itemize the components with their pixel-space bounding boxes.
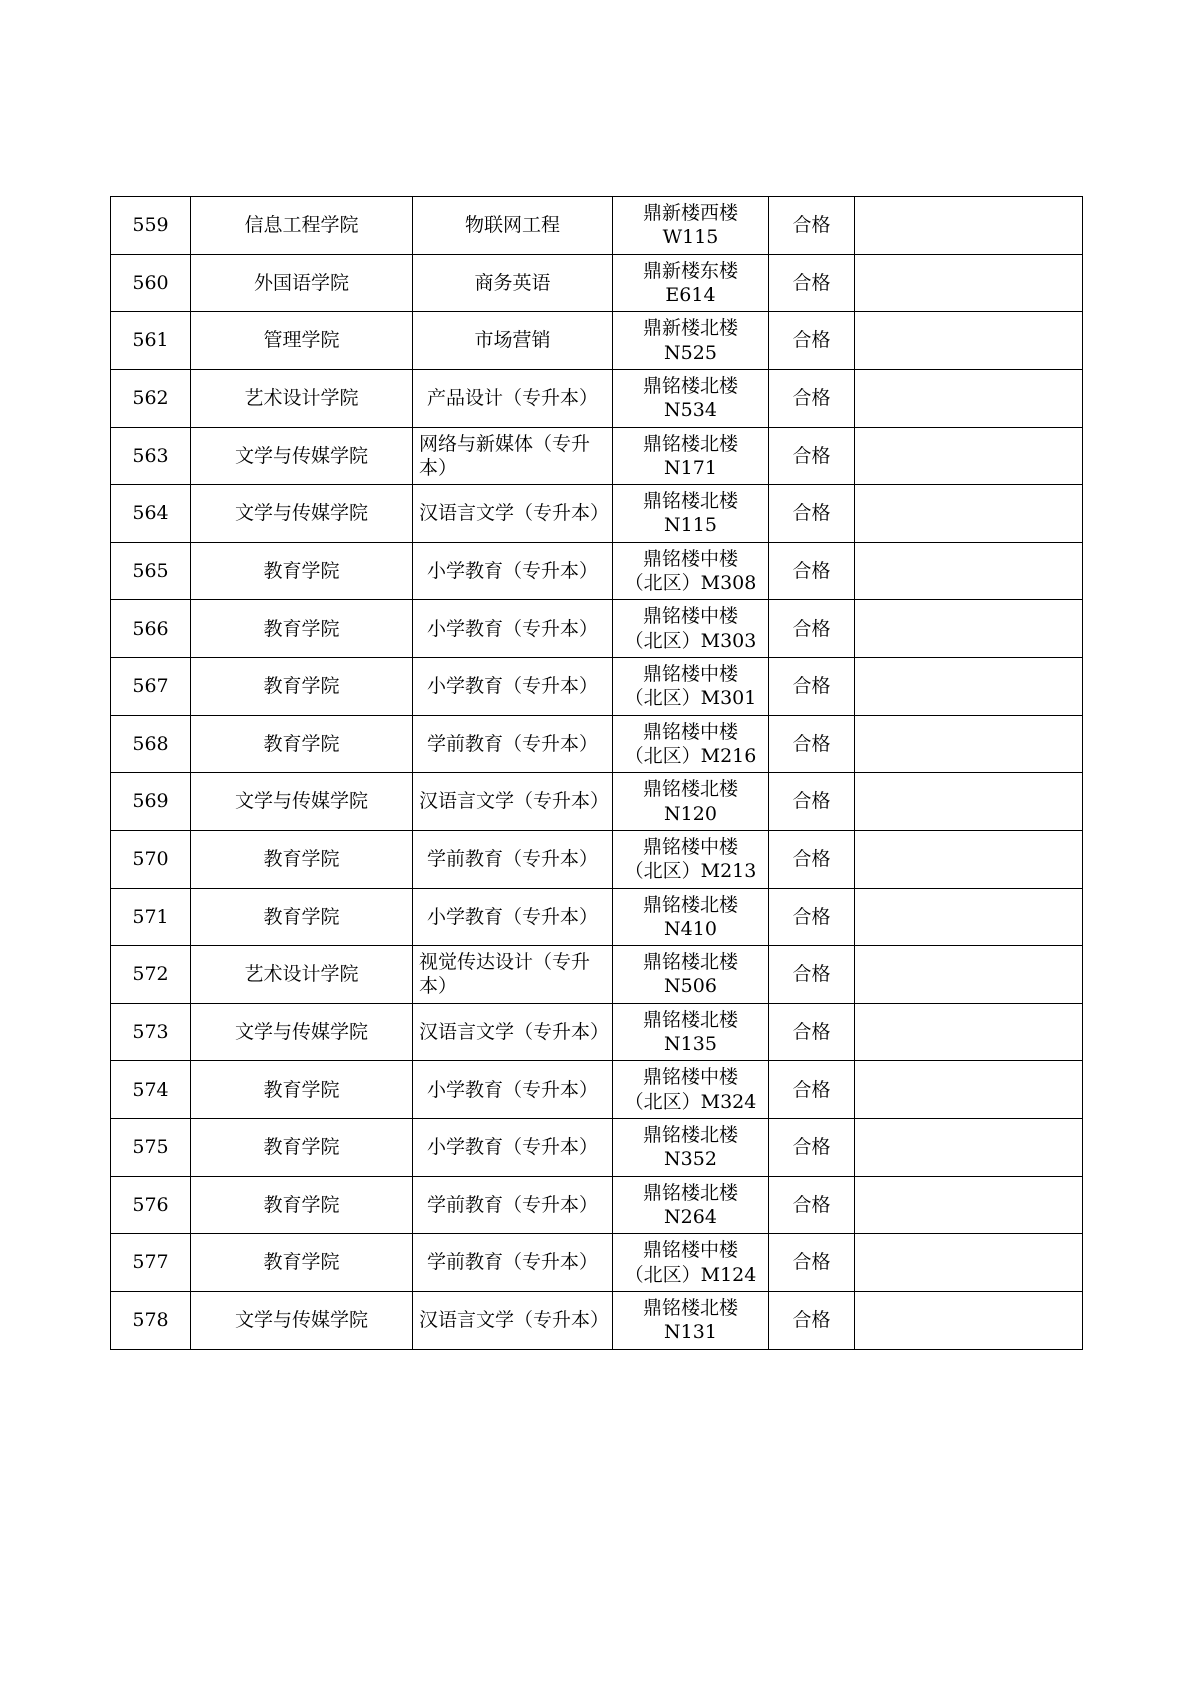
cell-note	[855, 312, 1083, 370]
exam-room-building: 鼎铭楼中楼	[642, 547, 738, 570]
exam-room-number: （北区）M301	[624, 687, 757, 710]
cell-college: 文学与传媒学院	[191, 773, 413, 831]
cell-exam-room	[613, 542, 769, 600]
exam-room-number: （北区）M308	[624, 572, 757, 595]
cell-result-status: 合格	[769, 1176, 855, 1234]
cell-exam-room	[613, 197, 769, 255]
cell-note	[855, 600, 1083, 658]
cell-exam-room	[613, 369, 769, 427]
cell-note	[855, 773, 1083, 831]
exam-room-building: 鼎新楼西楼	[642, 202, 738, 224]
cell-exam-room	[613, 1291, 769, 1349]
exam-room-number: W115	[662, 226, 719, 249]
cell-result-status: 合格	[769, 485, 855, 543]
cell-sequence-number: 568	[111, 715, 191, 773]
cell-result-status: 合格	[769, 773, 855, 831]
exam-room-number: N131	[664, 1321, 717, 1344]
cell-exam-room	[613, 888, 769, 946]
cell-sequence-number: 576	[111, 1176, 191, 1234]
cell-college: 教育学院	[191, 1061, 413, 1119]
cell-major: 学前教育（专升本）	[413, 715, 613, 773]
cell-exam-room	[613, 773, 769, 831]
exam-room-number: （北区）M324	[624, 1090, 757, 1113]
cell-exam-room	[613, 1234, 769, 1292]
cell-major: 网络与新媒体（专升本）	[413, 427, 613, 485]
cell-sequence-number: 566	[111, 600, 191, 658]
cell-college: 教育学院	[191, 1234, 413, 1292]
cell-sequence-number: 578	[111, 1291, 191, 1349]
cell-note	[855, 658, 1083, 716]
cell-exam-room	[613, 830, 769, 888]
cell-note	[855, 254, 1083, 312]
cell-result-status: 合格	[769, 254, 855, 312]
cell-result-status: 合格	[769, 369, 855, 427]
table-row	[111, 312, 1083, 370]
exam-room-building: 鼎铭楼中楼	[642, 835, 738, 858]
cell-college: 教育学院	[191, 600, 413, 658]
exam-room-number: （北区）M303	[624, 629, 757, 652]
cell-exam-room	[613, 427, 769, 485]
cell-major: 学前教育（专升本）	[413, 1176, 613, 1234]
cell-major: 视觉传达设计（专升本）	[413, 946, 613, 1004]
cell-major: 汉语言文学（专升本）	[413, 1003, 613, 1061]
cell-sequence-number: 559	[111, 197, 191, 255]
exam-room-number: N352	[664, 1148, 717, 1171]
cell-result-status: 合格	[769, 888, 855, 946]
cell-major: 小学教育（专升本）	[413, 600, 613, 658]
table-row	[111, 830, 1083, 888]
cell-note	[855, 542, 1083, 600]
cell-major: 小学教育（专升本）	[413, 888, 613, 946]
exam-room-building: 鼎铭楼中楼	[642, 720, 738, 743]
cell-result-status: 合格	[769, 1119, 855, 1177]
cell-sequence-number: 564	[111, 485, 191, 543]
exam-room-number: E614	[665, 283, 716, 306]
cell-exam-room	[613, 946, 769, 1004]
cell-note	[855, 1291, 1083, 1349]
exam-room-building: 鼎铭楼北楼	[642, 1008, 738, 1031]
cell-major: 小学教育（专升本）	[413, 1061, 613, 1119]
cell-exam-room	[613, 312, 769, 370]
table-row	[111, 715, 1083, 773]
exam-room-number: N534	[664, 399, 717, 422]
cell-exam-room	[613, 1061, 769, 1119]
table-body	[111, 197, 1083, 1350]
exam-room-building: 鼎铭楼北楼	[642, 951, 738, 974]
cell-college: 教育学院	[191, 830, 413, 888]
cell-major: 市场营销	[413, 312, 613, 370]
cell-college: 教育学院	[191, 1176, 413, 1234]
table-row	[111, 773, 1083, 831]
exam-room-number: N135	[664, 1033, 717, 1056]
cell-result-status: 合格	[769, 1234, 855, 1292]
cell-college: 教育学院	[191, 1119, 413, 1177]
cell-result-status: 合格	[769, 197, 855, 255]
cell-sequence-number: 567	[111, 658, 191, 716]
cell-note	[855, 830, 1083, 888]
exam-room-building: 鼎铭楼北楼	[642, 778, 738, 801]
cell-sequence-number: 573	[111, 1003, 191, 1061]
table-row	[111, 1176, 1083, 1234]
cell-major: 汉语言文学（专升本）	[413, 773, 613, 831]
cell-college: 教育学院	[191, 658, 413, 716]
cell-result-status: 合格	[769, 830, 855, 888]
table-row	[111, 1119, 1083, 1177]
cell-result-status: 合格	[769, 946, 855, 1004]
exam-room-building: 鼎铭楼北楼	[642, 1296, 738, 1319]
cell-sequence-number: 565	[111, 542, 191, 600]
exam-room-building: 鼎铭楼中楼	[642, 1239, 738, 1262]
exam-room-number: （北区）M216	[624, 744, 757, 767]
cell-college: 管理学院	[191, 312, 413, 370]
cell-result-status: 合格	[769, 1291, 855, 1349]
exam-room-number: N410	[664, 917, 717, 940]
exam-room-number: N115	[664, 514, 717, 537]
exam-room-building: 鼎铭楼北楼	[642, 432, 738, 455]
table-row	[111, 427, 1083, 485]
cell-exam-room	[613, 715, 769, 773]
table-row	[111, 658, 1083, 716]
exam-room-building: 鼎铭楼北楼	[642, 1124, 738, 1146]
cell-sequence-number: 577	[111, 1234, 191, 1292]
cell-college: 艺术设计学院	[191, 369, 413, 427]
cell-sequence-number: 571	[111, 888, 191, 946]
cell-note	[855, 946, 1083, 1004]
cell-exam-room	[613, 1003, 769, 1061]
cell-note	[855, 1119, 1083, 1177]
cell-college: 文学与传媒学院	[191, 1003, 413, 1061]
cell-note	[855, 1061, 1083, 1119]
exam-room-building: 鼎铭楼中楼	[642, 663, 738, 685]
cell-major: 学前教育（专升本）	[413, 830, 613, 888]
cell-result-status: 合格	[769, 658, 855, 716]
cell-note	[855, 485, 1083, 543]
table-row	[111, 1061, 1083, 1119]
table-row	[111, 254, 1083, 312]
exam-room-number: N506	[664, 975, 717, 998]
exam-room-building: 鼎铭楼北楼	[642, 893, 738, 916]
cell-major: 汉语言文学（专升本）	[413, 485, 613, 543]
cell-sequence-number: 561	[111, 312, 191, 370]
cell-exam-room	[613, 658, 769, 716]
cell-college: 艺术设计学院	[191, 946, 413, 1004]
exam-room-number: N171	[664, 456, 717, 479]
cell-exam-room	[613, 600, 769, 658]
cell-sequence-number: 575	[111, 1119, 191, 1177]
table-row	[111, 369, 1083, 427]
exam-room-number: （北区）M213	[624, 860, 757, 883]
cell-college: 教育学院	[191, 715, 413, 773]
table-row	[111, 1003, 1083, 1061]
cell-college: 文学与传媒学院	[191, 427, 413, 485]
cell-major: 小学教育（专升本）	[413, 658, 613, 716]
cell-exam-room	[613, 1119, 769, 1177]
cell-result-status: 合格	[769, 715, 855, 773]
cell-sequence-number: 562	[111, 369, 191, 427]
cell-note	[855, 715, 1083, 773]
cell-college: 教育学院	[191, 542, 413, 600]
cell-note	[855, 1003, 1083, 1061]
exam-room-building: 鼎铭楼中楼	[642, 1066, 738, 1089]
cell-note	[855, 1176, 1083, 1234]
exam-room-number: （北区）M124	[624, 1263, 757, 1286]
cell-exam-room	[613, 254, 769, 312]
cell-major: 商务英语	[413, 254, 613, 312]
exam-room-number: N120	[664, 802, 717, 825]
table-row	[111, 197, 1083, 255]
cell-result-status: 合格	[769, 1061, 855, 1119]
cell-sequence-number: 572	[111, 946, 191, 1004]
cell-college: 教育学院	[191, 888, 413, 946]
cell-college: 文学与传媒学院	[191, 485, 413, 543]
exam-results-table	[110, 196, 1083, 1350]
cell-college: 外国语学院	[191, 254, 413, 312]
cell-note	[855, 888, 1083, 946]
cell-result-status: 合格	[769, 312, 855, 370]
cell-result-status: 合格	[769, 600, 855, 658]
cell-major: 产品设计（专升本）	[413, 369, 613, 427]
table-row	[111, 542, 1083, 600]
cell-exam-room	[613, 1176, 769, 1234]
table-row	[111, 946, 1083, 1004]
table-row	[111, 485, 1083, 543]
cell-sequence-number: 563	[111, 427, 191, 485]
table-row	[111, 1291, 1083, 1349]
cell-note	[855, 197, 1083, 255]
cell-sequence-number: 574	[111, 1061, 191, 1119]
cell-exam-room	[613, 485, 769, 543]
cell-result-status: 合格	[769, 427, 855, 485]
exam-room-building: 鼎铭楼北楼	[642, 1181, 738, 1204]
cell-major: 小学教育（专升本）	[413, 1119, 613, 1177]
cell-sequence-number: 570	[111, 830, 191, 888]
exam-room-building: 鼎铭楼北楼	[642, 374, 738, 397]
table-row	[111, 888, 1083, 946]
exam-results-table-wrapper	[110, 196, 1082, 1350]
cell-college: 信息工程学院	[191, 197, 413, 255]
exam-room-number: N264	[664, 1205, 717, 1228]
cell-major: 物联网工程	[413, 197, 613, 255]
exam-room-building: 鼎新楼东楼	[642, 259, 738, 282]
cell-major: 学前教育（专升本）	[413, 1234, 613, 1292]
exam-room-building: 鼎新楼北楼	[642, 317, 738, 340]
cell-note	[855, 369, 1083, 427]
cell-result-status: 合格	[769, 542, 855, 600]
table-row	[111, 600, 1083, 658]
cell-sequence-number: 560	[111, 254, 191, 312]
exam-room-building: 鼎铭楼北楼	[642, 490, 738, 513]
exam-room-number: N525	[664, 341, 717, 364]
cell-note	[855, 1234, 1083, 1292]
exam-room-building: 鼎铭楼中楼	[642, 605, 738, 628]
cell-result-status: 合格	[769, 1003, 855, 1061]
cell-note	[855, 427, 1083, 485]
cell-major: 汉语言文学（专升本）	[413, 1291, 613, 1349]
cell-major: 小学教育（专升本）	[413, 542, 613, 600]
cell-college: 文学与传媒学院	[191, 1291, 413, 1349]
table-row	[111, 1234, 1083, 1292]
cell-sequence-number: 569	[111, 773, 191, 831]
